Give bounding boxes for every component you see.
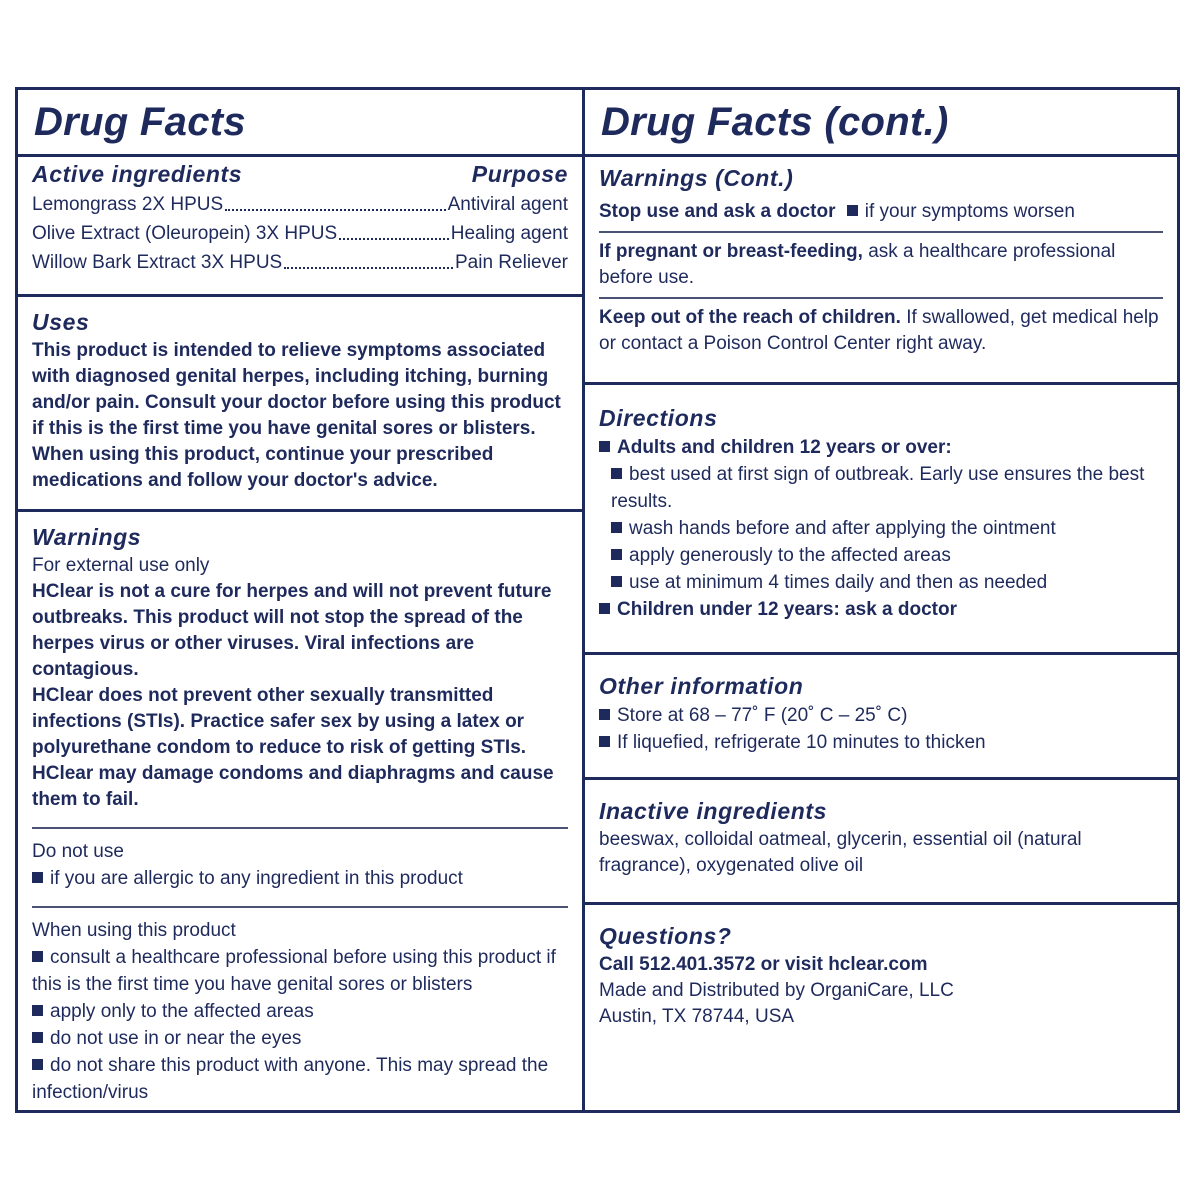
inactive-ingredients-section: [585, 780, 1177, 905]
directions-item: wash hands before and after applying the ointment: [599, 515, 1163, 542]
square-bullet-icon: [599, 441, 610, 452]
warnings-section: [18, 512, 582, 1110]
square-bullet-icon: [611, 576, 622, 587]
drug-facts-cont-header: [585, 90, 1177, 157]
directions-item: best used at first sign of outbreak. Early use ensures the best results.: [611, 464, 1145, 512]
drug-facts-label: [15, 87, 1180, 1113]
contact-line: Call 512.401.3572 or visit hclear.com: [599, 954, 928, 975]
square-bullet-icon: [32, 951, 43, 962]
square-bullet-icon: [847, 205, 858, 216]
purpose-heading: Purpose: [471, 161, 568, 187]
other-information-item: Store at 68 – 77˚ F (20˚ C – 25˚ C): [599, 702, 1163, 729]
active-ingredients-heading: Active ingredients: [32, 161, 243, 187]
divider: [599, 297, 1163, 299]
uses-heading: Uses: [32, 309, 90, 335]
warning-paragraph: HClear does not prevent other sexually transmitted infections (STIs). Practice safer sex by using a latex or polyurethane condom to reduce to risk of getting STIs.: [32, 685, 527, 758]
uses-section: [18, 297, 582, 512]
dot-leader: [284, 248, 453, 269]
when-using-item: do not share this product with anyone. This may spread the infection/virus: [32, 1055, 549, 1103]
active-ingredients-section: [18, 157, 582, 297]
drug-facts-right-column: [585, 90, 1177, 1110]
ingredient-purpose: Healing agent: [450, 223, 568, 244]
square-bullet-icon: [32, 1059, 43, 1070]
ingredient-row: [32, 219, 568, 248]
ingredient-name: Olive Extract (Oleuropein) 3X HPUS: [32, 223, 338, 244]
directions-section: [585, 385, 1177, 655]
questions-heading: Questions?: [599, 923, 732, 949]
square-bullet-icon: [32, 872, 43, 883]
dot-leader: [339, 219, 449, 240]
pregnant-advice: ask a healthcare professional before use.: [599, 241, 1116, 288]
keep-out-label: Keep out of the reach of children.: [599, 307, 901, 328]
divider: [32, 906, 568, 908]
warning-paragraph: HClear is not a cure for herpes and will not prevent future outbreaks. This product will not stop the spread of the herpes virus or other viruses. Viral infections are contagious.: [32, 581, 552, 680]
ingredient-row: [32, 190, 568, 219]
external-use-text: For external use only: [32, 555, 210, 576]
dot-leader: [225, 190, 445, 211]
stop-use-item: if your symptoms worsen: [864, 201, 1075, 222]
square-bullet-icon: [611, 468, 622, 479]
drug-facts-left-column: [18, 90, 585, 1110]
do-not-use-heading: Do not use: [32, 841, 124, 862]
when-using-item: consult a healthcare professional before using this product if this is the first time you have genital sores or blisters: [32, 947, 556, 995]
directions-item: apply generously to the affected areas: [599, 542, 1163, 569]
directions-heading: Directions: [599, 405, 718, 431]
warnings-cont-section: [585, 157, 1177, 385]
square-bullet-icon: [611, 522, 622, 533]
when-using-item: do not use in or near the eyes: [32, 1025, 568, 1052]
warning-paragraph: HClear may damage condoms and diaphragms and cause them to fail.: [32, 763, 554, 810]
ingredient-row: [32, 248, 568, 277]
address-line: Austin, TX 78744, USA: [599, 1006, 795, 1027]
keep-out-text: [599, 305, 1163, 357]
directions-adults: Adults and children 12 years or over:: [599, 434, 1163, 461]
other-information-heading: Other information: [599, 673, 804, 699]
ingredient-purpose: Antiviral agent: [447, 194, 568, 215]
square-bullet-icon: [611, 549, 622, 560]
other-information-section: [585, 655, 1177, 780]
manufacturer-line: Made and Distributed by OrganiCare, LLC: [599, 980, 954, 1001]
drug-facts-title: Drug Facts: [34, 99, 246, 144]
pregnant-label: If pregnant or breast-feeding,: [599, 241, 863, 262]
ingredient-name: Lemongrass 2X HPUS: [32, 194, 224, 215]
directions-children: Children under 12 years: ask a doctor: [599, 596, 1163, 623]
square-bullet-icon: [32, 1032, 43, 1043]
stop-use-label: Stop use and ask a doctor: [599, 201, 836, 222]
drug-facts-cont-title: Drug Facts (cont.): [601, 99, 949, 144]
ingredient-name: Willow Bark Extract 3X HPUS: [32, 252, 283, 273]
keep-out-advice: If swallowed, get medical help or contact a Poison Control Center right away.: [599, 307, 1159, 354]
do-not-use-item: if you are allergic to any ingredient in this product: [32, 865, 568, 892]
square-bullet-icon: [599, 736, 610, 747]
drug-facts-header: [18, 90, 582, 157]
questions-section: [585, 905, 1177, 1110]
warnings-heading: Warnings: [32, 524, 142, 550]
stop-use-line: [599, 198, 1163, 225]
ingredient-purpose: Pain Reliever: [455, 252, 568, 273]
divider: [599, 231, 1163, 233]
uses-text: This product is intended to relieve symptoms associated with diagnosed genital herpes, including itching, burning and/or pain. Consult your doctor before using this product if this is the first time you have genital sores or blisters. When using this product, continue your prescribed medications and follow your doctor's advice.: [32, 340, 561, 491]
divider: [32, 827, 568, 829]
when-using-heading: When using this product: [32, 920, 236, 941]
when-using-item: apply only to the affected areas: [32, 998, 568, 1025]
square-bullet-icon: [599, 709, 610, 720]
inactive-ingredients-heading: Inactive ingredients: [599, 798, 828, 824]
other-information-item: If liquefied, refrigerate 10 minutes to thicken: [599, 729, 1163, 756]
inactive-ingredients-text: beeswax, colloidal oatmeal, glycerin, essential oil (natural fragrance), oxygenated olive oil: [599, 829, 1082, 876]
square-bullet-icon: [599, 603, 610, 614]
pregnant-text: [599, 239, 1163, 291]
square-bullet-icon: [32, 1005, 43, 1016]
directions-item: use at minimum 4 times daily and then as needed: [599, 569, 1163, 596]
warnings-cont-heading: Warnings (Cont.): [599, 165, 794, 191]
